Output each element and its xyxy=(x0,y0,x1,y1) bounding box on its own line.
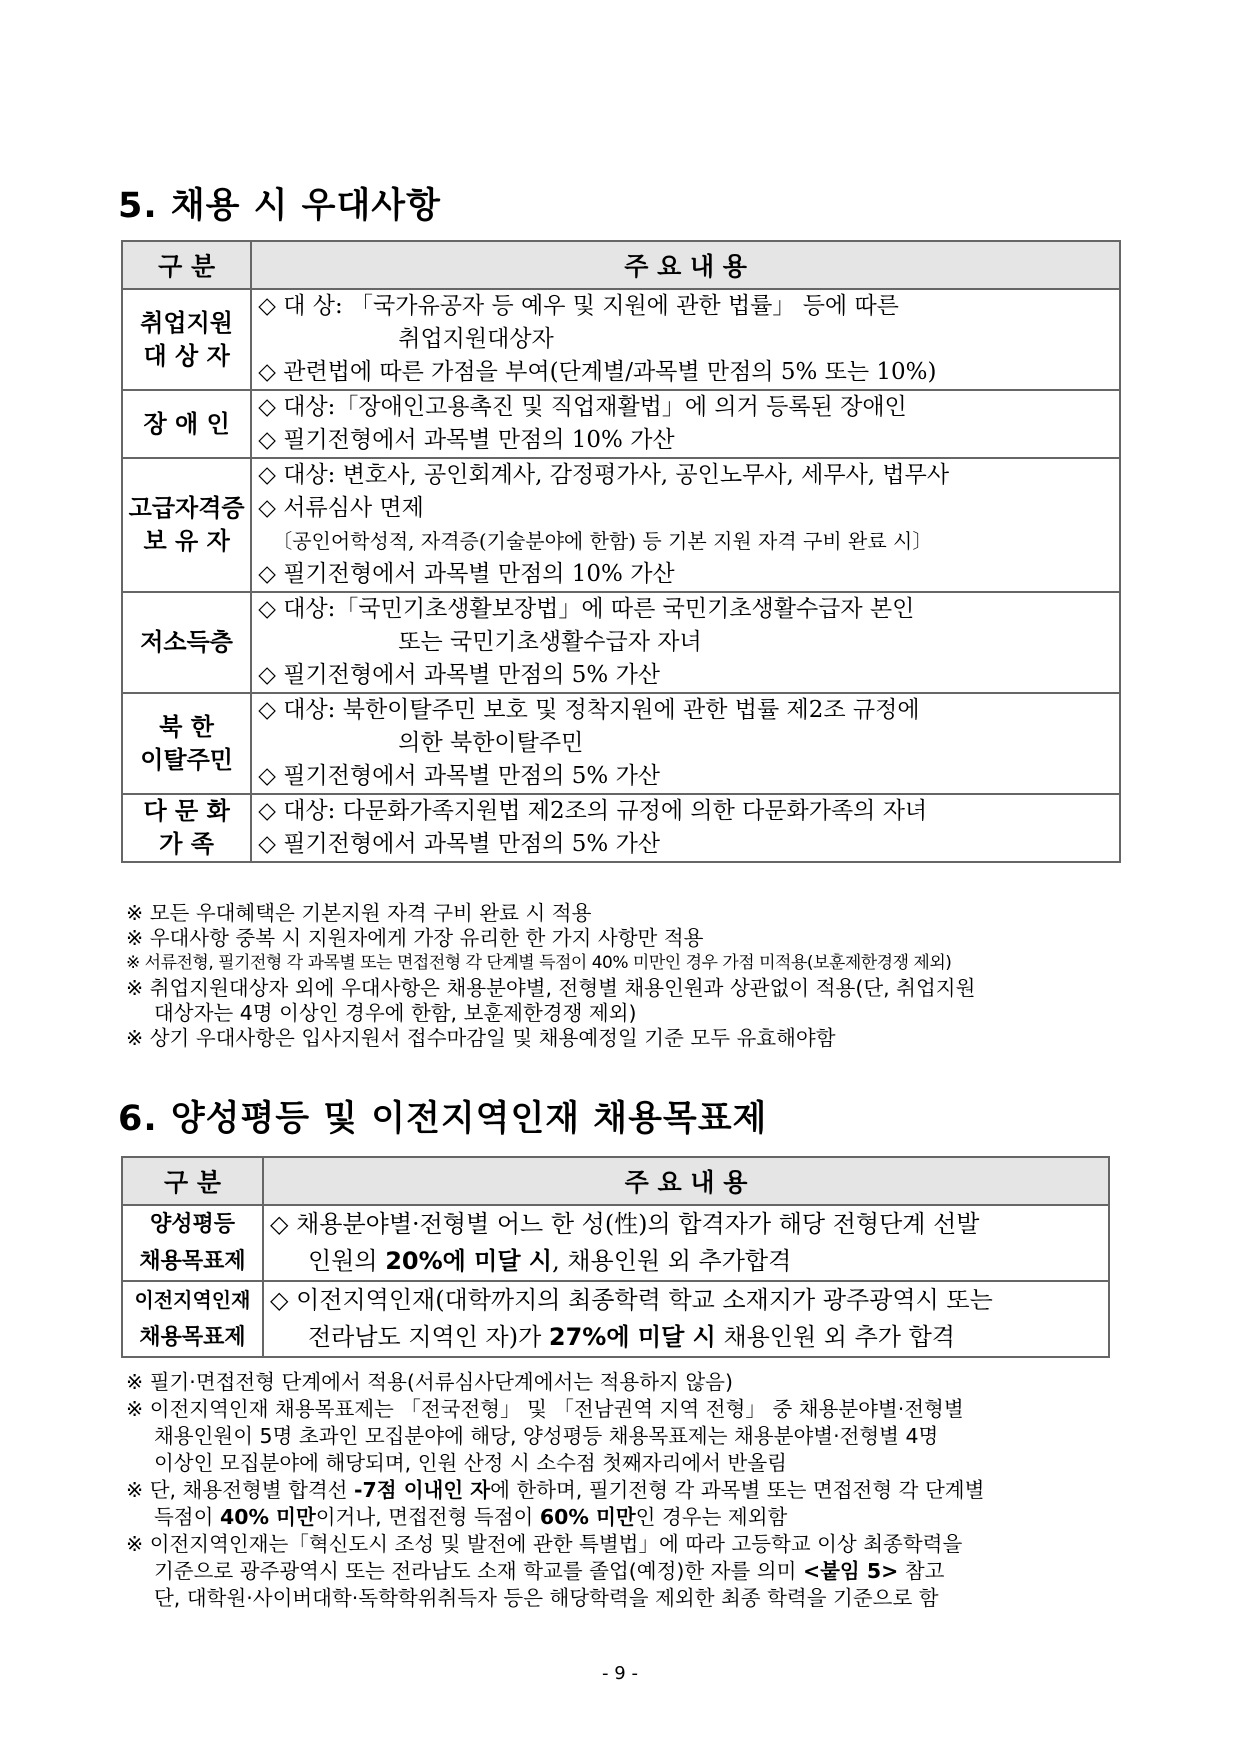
table-row xyxy=(122,1281,1109,1357)
note-item-continued: 대상자는 4명 이상인 경우에 한함, 보훈제한경쟁 제외) xyxy=(154,1001,637,1025)
row-content xyxy=(251,794,1120,862)
row-content xyxy=(251,592,1120,693)
category-line: 채용목표제 xyxy=(139,1249,246,1274)
note-item: ※ 필기·면접전형 단계에서 적용(서류심사단계에서는 적용하지 않음) xyxy=(126,1369,984,1396)
content-line xyxy=(270,1243,1108,1280)
preference-table-header xyxy=(122,241,1120,289)
category-line: 취업지원 xyxy=(140,308,233,337)
target-table-header xyxy=(122,1157,1109,1205)
content-line: ◇ 채용분야별·전형별 어느 한 성(性)의 합격자가 해당 전형단계 선발 xyxy=(270,1206,1108,1243)
content-line: 의한 북한이탈주민 xyxy=(398,730,584,756)
section6-title: 6. 양성평등 및 이전지역인재 채용목표제 xyxy=(118,1099,768,1139)
content-line: 〔공인어학성적, 자격증(기술분야에 한함) 등 기본 지원 자격 구비 완료 시〕 xyxy=(272,529,933,553)
emphasis-text: 20%에 미달 시 xyxy=(385,1247,553,1275)
emphasis-text: -7점 이내인 자 xyxy=(354,1478,491,1502)
emphasis-text: <붙임 5> xyxy=(802,1559,899,1583)
content-line: ◇ 필기전형에서 과목별 만점의 10% 가산 xyxy=(258,558,1119,591)
text-run: , 채용인원 외 추가합격 xyxy=(552,1247,792,1275)
content-line: ◇ 대상:「장애인고용촉진 및 직업재활법」에 의거 등록된 장애인 xyxy=(258,391,1119,424)
category-line: 이전지역인재 xyxy=(134,1288,251,1312)
note-item-continued: 이상인 모집분야에 해당되며, 인원 산정 시 소수점 첫째자리에서 반올림 xyxy=(154,1451,787,1475)
text-run: 인원의 xyxy=(308,1247,386,1275)
section5-notes xyxy=(126,901,975,1051)
content-line: 취업지원대상자 xyxy=(398,326,554,352)
category-line: 대 상 자 xyxy=(143,341,230,370)
section5-title: 5. 채용 시 우대사항 xyxy=(118,186,441,226)
note-item: ※ 취업지원대상자 외에 우대사항은 채용분야별, 전형별 채용인원과 상관없이 적용(단, 취업지원 xyxy=(126,976,975,1001)
table-row xyxy=(122,458,1120,592)
table-row xyxy=(122,794,1120,862)
category-line: 채용목표제 xyxy=(139,1325,246,1350)
note-item xyxy=(126,1477,984,1504)
header-content: 주 요 내 용 xyxy=(263,1157,1109,1205)
note-item: ※ 상기 우대사항은 입사지원서 접수마감일 및 채용예정일 기준 모두 유효해야함 xyxy=(126,1026,975,1051)
content-line: ◇ 대상:「국민기초생활보장법」에 따른 국민기초생활수급자 본인 xyxy=(258,593,1119,626)
text-run: 에 한하며, 필기전형 각 과목별 또는 면접전형 각 단계별 xyxy=(490,1478,985,1502)
note-item: ※ 우대사항 중복 시 지원자에게 가장 유리한 한 가지 사항만 적용 xyxy=(126,926,975,951)
content-line: ◇ 대 상: 「국가유공자 등 예우 및 지원에 관한 법률」 등에 따른 xyxy=(258,290,1119,323)
row-category xyxy=(122,592,251,693)
content-line: 또는 국민기초생활수급자 자녀 xyxy=(398,629,702,655)
row-content xyxy=(251,693,1120,794)
text-run: 기준으로 광주광역시 또는 전라남도 소재 학교를 졸업(예정)한 자를 의미 xyxy=(154,1559,803,1583)
table-row xyxy=(122,693,1120,794)
emphasis-text: 27%에 미달 시 xyxy=(548,1323,716,1351)
note-item-continued: 단, 대학원·사이버대학·독학학위취득자 등은 해당학력을 제외한 최종 학력을 기준으로 함 xyxy=(154,1586,939,1610)
row-category xyxy=(122,794,251,862)
category-line: 다 문 화 xyxy=(143,797,230,825)
row-category xyxy=(122,390,251,458)
row-content xyxy=(251,390,1120,458)
category-line: 양성평등 xyxy=(149,1212,235,1237)
category-line: 저소득층 xyxy=(140,628,233,656)
table-row xyxy=(122,289,1120,390)
content-line: ◇ 서류심사 면제 xyxy=(258,492,1119,525)
note-item: ※ 모든 우대혜택은 기본지원 자격 구비 완료 시 적용 xyxy=(126,901,975,926)
row-category xyxy=(122,1205,263,1281)
content-line: ◇ 대상: 다문화가족지원법 제2조의 규정에 의한 다문화가족의 자녀 xyxy=(258,795,1119,828)
category-line: 이탈주민 xyxy=(140,745,233,774)
content-line: ◇ 필기전형에서 과목별 만점의 5% 가산 xyxy=(258,760,1119,793)
section6-notes xyxy=(126,1369,984,1612)
table-row xyxy=(122,390,1120,458)
note-item: ※ 이전지역인재 채용목표제는 「전국전형」 및 「전남권역 지역 전형」 중 채용분야별·전형별 xyxy=(126,1396,984,1423)
category-line: 북 한 xyxy=(159,712,214,741)
text-run: 전라남도 지역인 자)가 xyxy=(308,1323,549,1351)
table-row xyxy=(122,592,1120,693)
header-content: 주 요 내 용 xyxy=(251,241,1120,289)
emphasis-text: 40% 미만 xyxy=(219,1505,316,1529)
row-content xyxy=(251,458,1120,592)
preference-table xyxy=(121,240,1121,863)
table-row xyxy=(122,1205,1109,1281)
row-content xyxy=(263,1281,1109,1357)
content-line: ◇ 관련법에 따른 가점을 부여(단계별/과목별 만점의 5% 또는 10%) xyxy=(258,356,1119,389)
note-item: ※ 서류전형, 필기전형 각 과목별 또는 면접전형 각 단계별 득점이 40% 미만인 경우 가점 미적용(보훈제한경쟁 제외) xyxy=(126,951,975,976)
content-line: ◇ 필기전형에서 과목별 만점의 5% 가산 xyxy=(258,659,1119,692)
category-line: 장 애 인 xyxy=(143,409,230,438)
note-item-continued: 채용인원이 5명 초과인 모집분야에 해당, 양성평등 채용목표제는 채용분야별·전형별 4명 xyxy=(154,1424,939,1448)
row-category xyxy=(122,693,251,794)
text-run: 인 경우는 제외함 xyxy=(635,1505,788,1529)
row-category xyxy=(122,1281,263,1357)
content-line: ◇ 대상: 북한이탈주민 보호 및 정착지원에 관한 법률 제2조 규정에 xyxy=(258,694,1119,727)
note-item-continued xyxy=(126,1558,984,1585)
page-number: - 9 - xyxy=(602,1663,638,1684)
content-line: ◇ 대상: 변호사, 공인회계사, 감정평가사, 공인노무사, 세무사, 법무사 xyxy=(258,459,1119,492)
text-run: 채용인원 외 추가 합격 xyxy=(715,1323,955,1351)
content-line: ◇ 필기전형에서 과목별 만점의 10% 가산 xyxy=(258,424,1119,457)
header-category: 구 분 xyxy=(122,1157,263,1205)
text-run: 이거나, 면접전형 득점이 xyxy=(315,1505,540,1529)
content-line: ◇ 필기전형에서 과목별 만점의 5% 가산 xyxy=(258,828,1119,861)
category-line: 보 유 자 xyxy=(143,527,230,555)
row-category xyxy=(122,289,251,390)
content-line: ◇ 이전지역인재(대학까지의 최종학력 학교 소재지가 광주광역시 또는 xyxy=(270,1282,1108,1319)
header-category: 구 분 xyxy=(122,241,251,289)
text-run: 득점이 xyxy=(154,1505,220,1529)
text-run: 참고 xyxy=(898,1559,945,1583)
row-category xyxy=(122,458,251,592)
row-content xyxy=(251,289,1120,390)
emphasis-text: 60% 미만 xyxy=(539,1505,636,1529)
note-item: ※ 이전지역인재는「혁신도시 조성 및 발전에 관한 특별법」에 따라 고등학교 이상 최종학력을 xyxy=(126,1531,984,1558)
category-line: 고급자격증 xyxy=(128,494,245,522)
category-line: 가 족 xyxy=(159,830,214,858)
text-run: 단, 채용전형별 합격선 xyxy=(149,1478,354,1502)
target-system-table xyxy=(121,1156,1110,1358)
row-content xyxy=(263,1205,1109,1281)
content-line xyxy=(270,1319,1108,1356)
note-item-continued xyxy=(126,1504,984,1531)
